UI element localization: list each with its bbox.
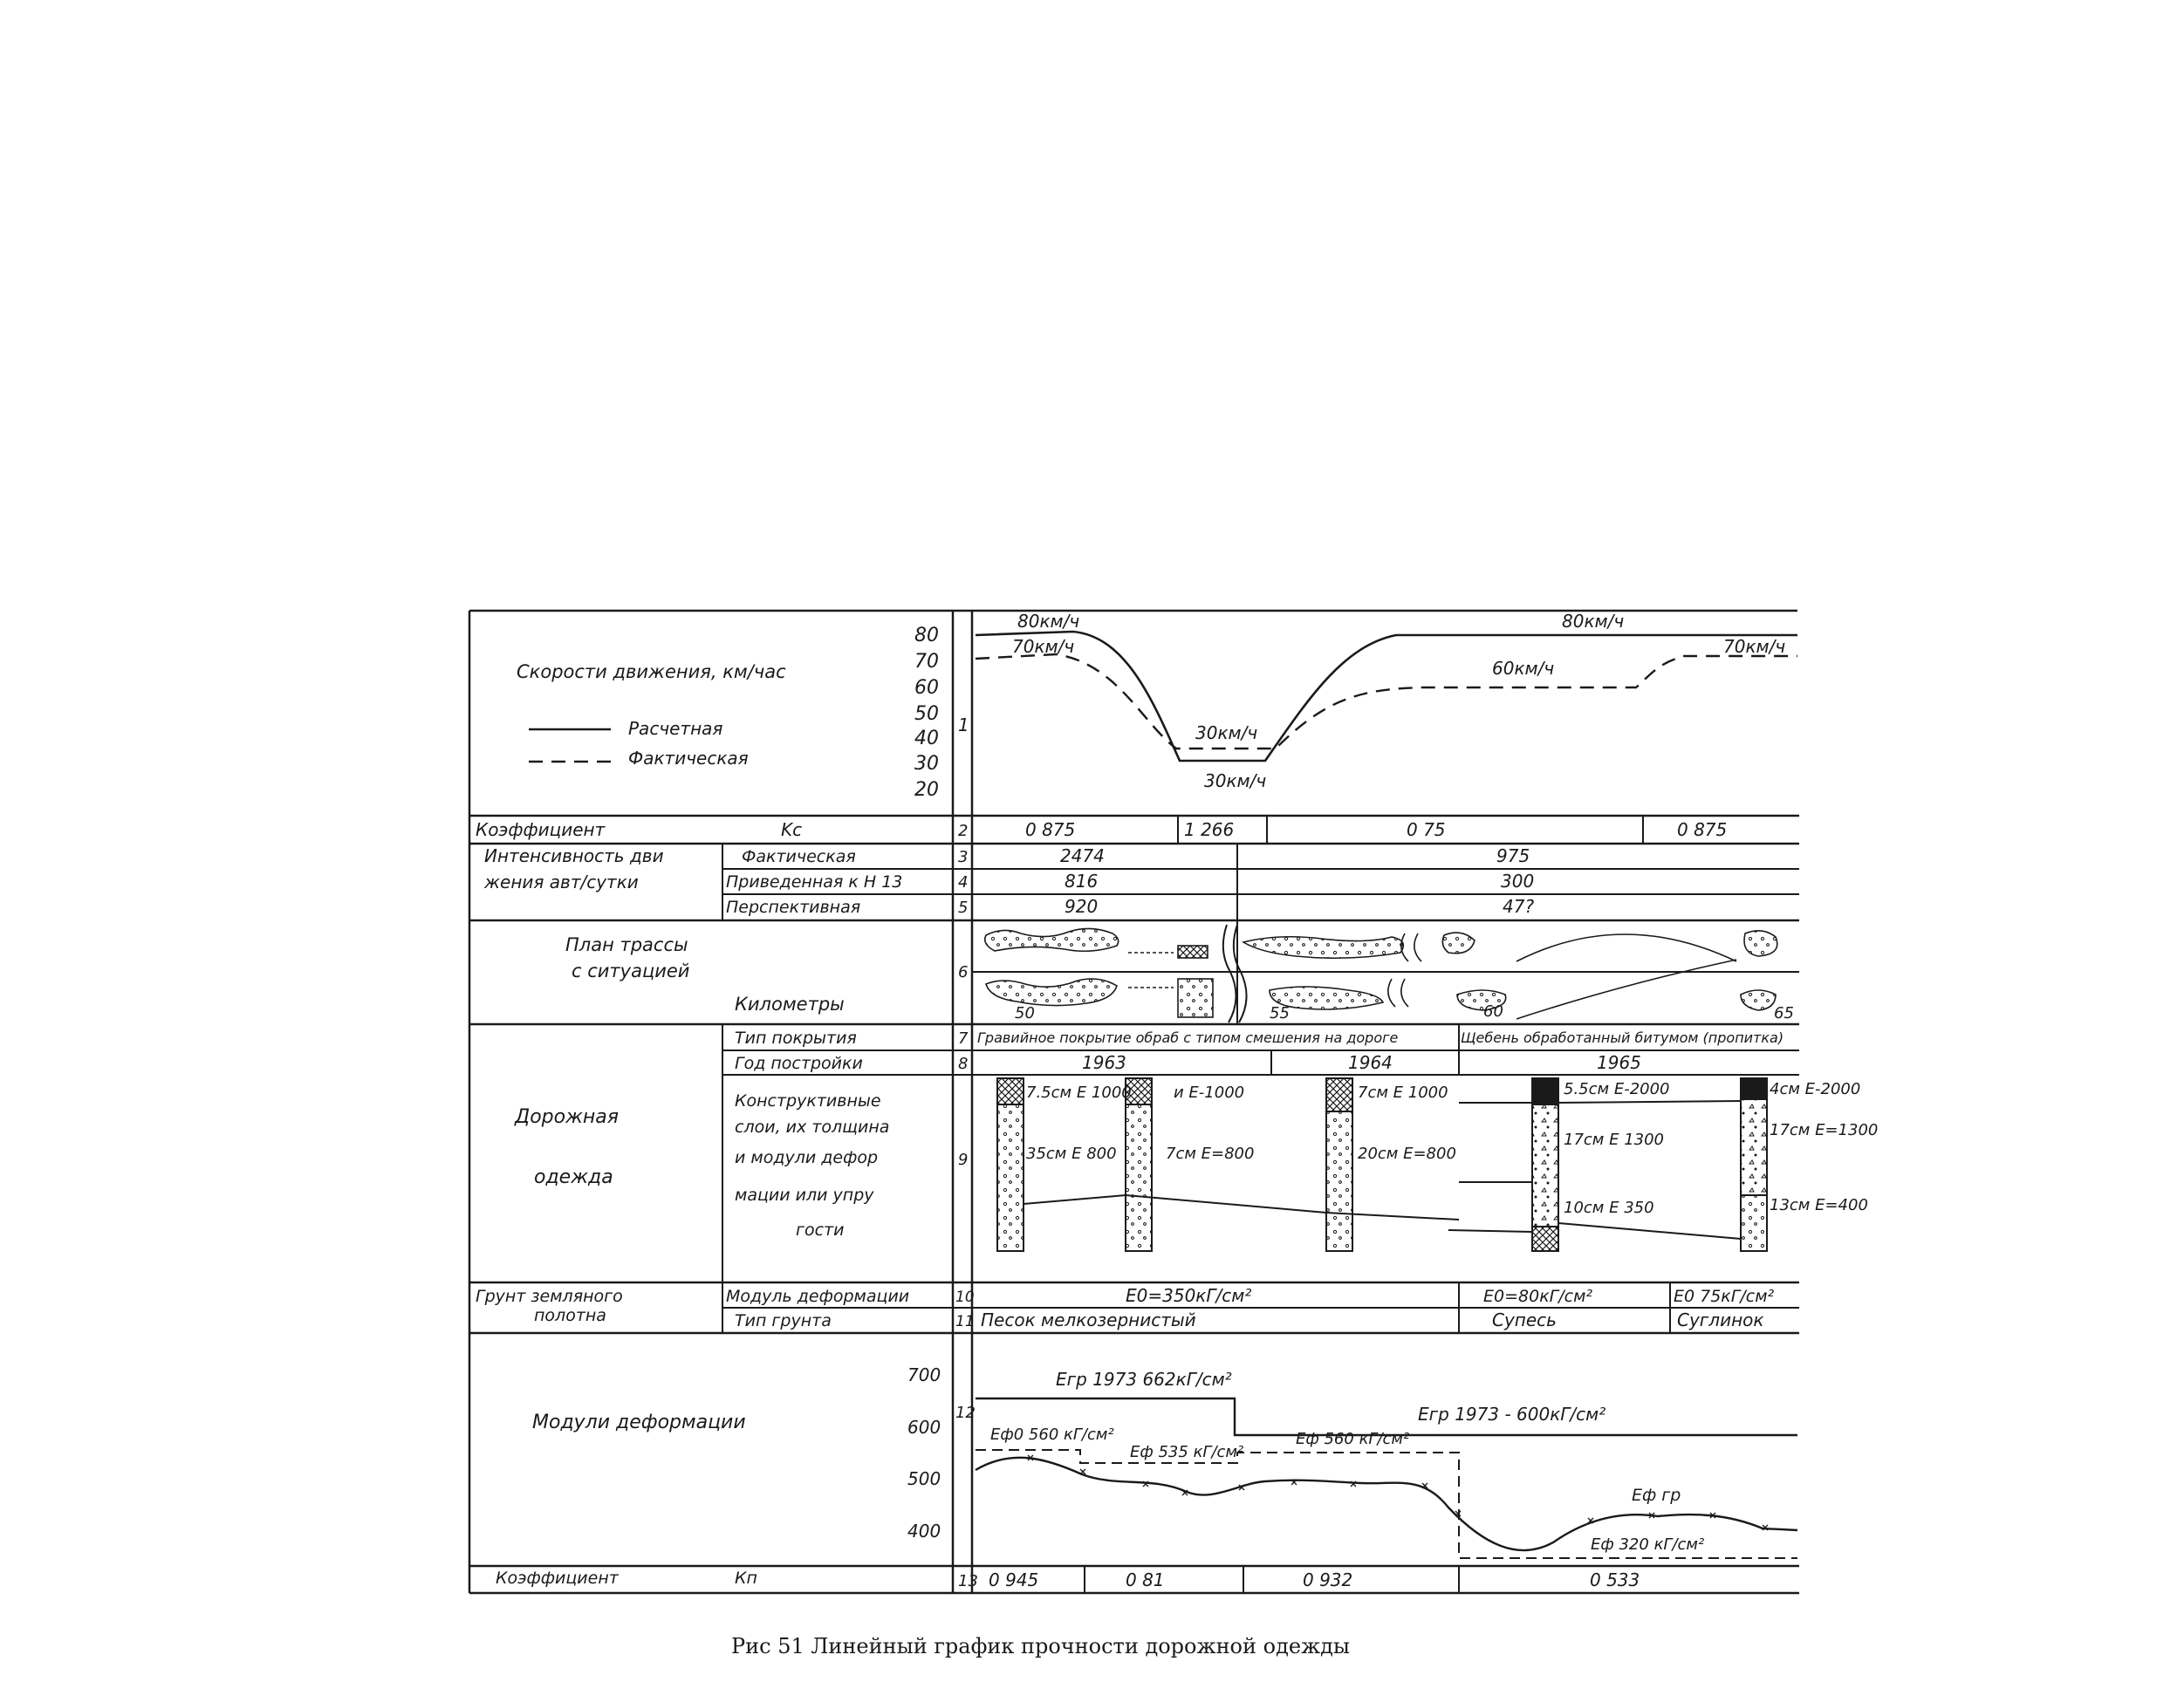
soil-type-label: Тип грунта [735,1311,832,1330]
kc-symbol: Kc [781,819,803,840]
modulus-curve-label: Еф 560 кГ/см² [1296,1430,1410,1448]
km-mark: 55 [1270,1004,1290,1022]
legend-actual-label: Фактическая [628,748,749,769]
kc-value: 0 875 [1025,819,1076,840]
traffic-value: 47? [1503,896,1535,917]
kp-symbol: Кп [735,1569,757,1588]
layers-label: гости [796,1220,845,1240]
layer-label: 7см Е=800 [1166,1145,1255,1163]
traffic-label: Интенсивность дви [484,845,664,866]
modulus-curve-label: Еф 320 кГ/см² [1591,1535,1705,1554]
pavement-columns [997,1078,1767,1251]
traffic-label: жения авт/сутки [484,872,639,892]
speed-tick: 70 [914,651,939,673]
speed-tick: 40 [914,728,939,749]
row-number: 5 [958,899,969,917]
layer-label: 17см Е=1300 [1770,1121,1879,1139]
km-mark: 50 [1015,1004,1035,1022]
modulus-curve-label: Егр 1973 - 600кГ/см² [1418,1404,1606,1425]
actual-speed-curve [976,654,1797,749]
year-value: 1963 [1082,1052,1126,1073]
km-marks [1015,1002,1794,1022]
speed-label: 60км/ч [1492,658,1555,679]
layers-label: Конструктивные [735,1091,881,1111]
soil-type-value: Песок мелкозернистый [981,1309,1196,1330]
pavement-type-value: Щебень обработанный битумом (пропитка) [1461,1029,1784,1046]
plan-label: с ситуацией [572,961,690,981]
speed-tick: 80 [914,625,939,646]
modulus-axis-ticks [907,1364,941,1542]
speed-tick: 50 [914,703,939,725]
year-label: Год постройки [735,1054,863,1073]
pavement-type-label: Тип покрытия [735,1029,857,1048]
modulus-tick: 500 [907,1468,941,1489]
layer-label: 10см Е 350 [1564,1199,1654,1217]
layer-label: 17см Е 1300 [1564,1131,1665,1149]
traffic-value: 975 [1496,845,1530,866]
kc-value: 0 875 [1677,819,1728,840]
pavement-type-value: Гравийное покрытие обраб с типом смешения на дороге [977,1029,1399,1046]
row-number: 4 [958,873,969,892]
km-mark: 65 [1774,1004,1794,1022]
layer-label: 4см Е-2000 [1770,1080,1861,1098]
pavement-label: одежда [534,1166,613,1188]
modulus-tick: 700 [907,1364,941,1385]
modulus-curve-label: Егр 1973 662кГ/см² [1056,1369,1232,1390]
kc-label: Коэффициент [476,819,606,840]
speed-label: 30км/ч [1204,770,1267,791]
row-number: 13 [958,1572,978,1590]
row-number: 8 [958,1055,969,1073]
plan-situation-sketch [985,925,1777,1022]
traffic-row-label: Приведенная к Н 13 [726,872,903,892]
soil-type-value: Супесь [1492,1309,1557,1330]
traffic-row-label: Фактическая [742,847,856,866]
speed-label: 70км/ч [1012,636,1075,657]
row-number: 10 [955,1289,975,1306]
row-number: 7 [958,1029,969,1048]
kp-value: 0 945 [989,1569,1039,1590]
soil-label: Грунт земляного [476,1287,623,1306]
pavement-label: Дорожная [515,1106,619,1128]
row-number: 3 [958,848,969,866]
row-number: 6 [958,963,969,981]
modulus-curve-label: Еф гр [1632,1486,1681,1505]
kp-value: 0 81 [1126,1569,1165,1590]
row-number: 2 [958,822,969,840]
layers-label: и модули дефор [735,1148,879,1167]
modulus-tick: 400 [907,1521,941,1542]
speed-label: 70км/ч [1723,636,1786,657]
speed-tick: 30 [914,753,939,775]
speed-label: 80км/ч [1562,611,1625,632]
traffic-value: 920 [1065,896,1099,917]
layer-label: 7см Е 1000 [1358,1084,1448,1102]
row-number: 1 [958,715,969,735]
traffic-value: 2474 [1060,845,1105,866]
layer-label: 7.5см Е 1000 [1026,1084,1132,1102]
traffic-row-label: Перспективная [726,898,861,917]
layer-label: 5.5см Е-2000 [1564,1080,1670,1098]
modulus-curve-label: Еф0 560 кГ/см² [990,1426,1114,1444]
plan-label: План трассы [565,934,688,955]
km-label: Километры [735,994,845,1015]
year-value: 1965 [1597,1052,1641,1073]
modulus-curve-label: Еф 535 кГ/см² [1130,1443,1244,1461]
layers-label: мации или упру [735,1186,874,1205]
modulus-label: Модули деформации [532,1412,746,1433]
soil-mod-value: Е0=350кГ/см² [1126,1285,1252,1306]
kc-value: 1 266 [1184,819,1235,840]
figure-caption: Рис 51 Линейный график прочности дорожной одежды [731,1634,1351,1658]
layers-label: слои, их толщина [735,1118,890,1137]
row-number: 11 [955,1313,975,1330]
design-speed-curve [976,632,1797,761]
kp-label: Коэффициент [496,1569,619,1588]
soil-type-value: Суглинок [1677,1309,1764,1330]
legend-design-label: Расчетная [628,718,723,739]
soil-mod-value: Е0 75кГ/см² [1674,1287,1775,1306]
speed-label: 80км/ч [1017,611,1080,632]
row-number: 12 [955,1404,976,1422]
layer-label: 13см Е=400 [1770,1196,1868,1214]
speed-label: 30км/ч [1195,722,1258,743]
layer-label: 35см Е 800 [1026,1145,1117,1163]
row-number: 9 [958,1151,969,1169]
modulus-tick: 600 [907,1417,941,1438]
speed-tick: 20 [914,779,939,801]
traffic-value: 300 [1501,871,1535,892]
speeds-title: Скорости движения, км/час [517,661,786,682]
speed-axis-ticks [914,625,939,801]
layer-label: 20см Е=800 [1358,1145,1456,1163]
year-value: 1964 [1348,1052,1393,1073]
speed-tick: 60 [914,677,939,699]
kc-value: 0 75 [1407,819,1446,840]
kp-value: 0 932 [1303,1569,1353,1590]
layer-label: и Е-1000 [1174,1084,1245,1102]
kp-value: 0 533 [1590,1569,1640,1590]
traffic-value: 816 [1065,871,1099,892]
soil-mod-label: Модуль деформации [726,1287,910,1306]
km-mark: 60 [1483,1002,1503,1021]
soil-mod-value: Е0=80кГ/см² [1483,1287,1593,1306]
soil-label: полотна [534,1306,606,1325]
